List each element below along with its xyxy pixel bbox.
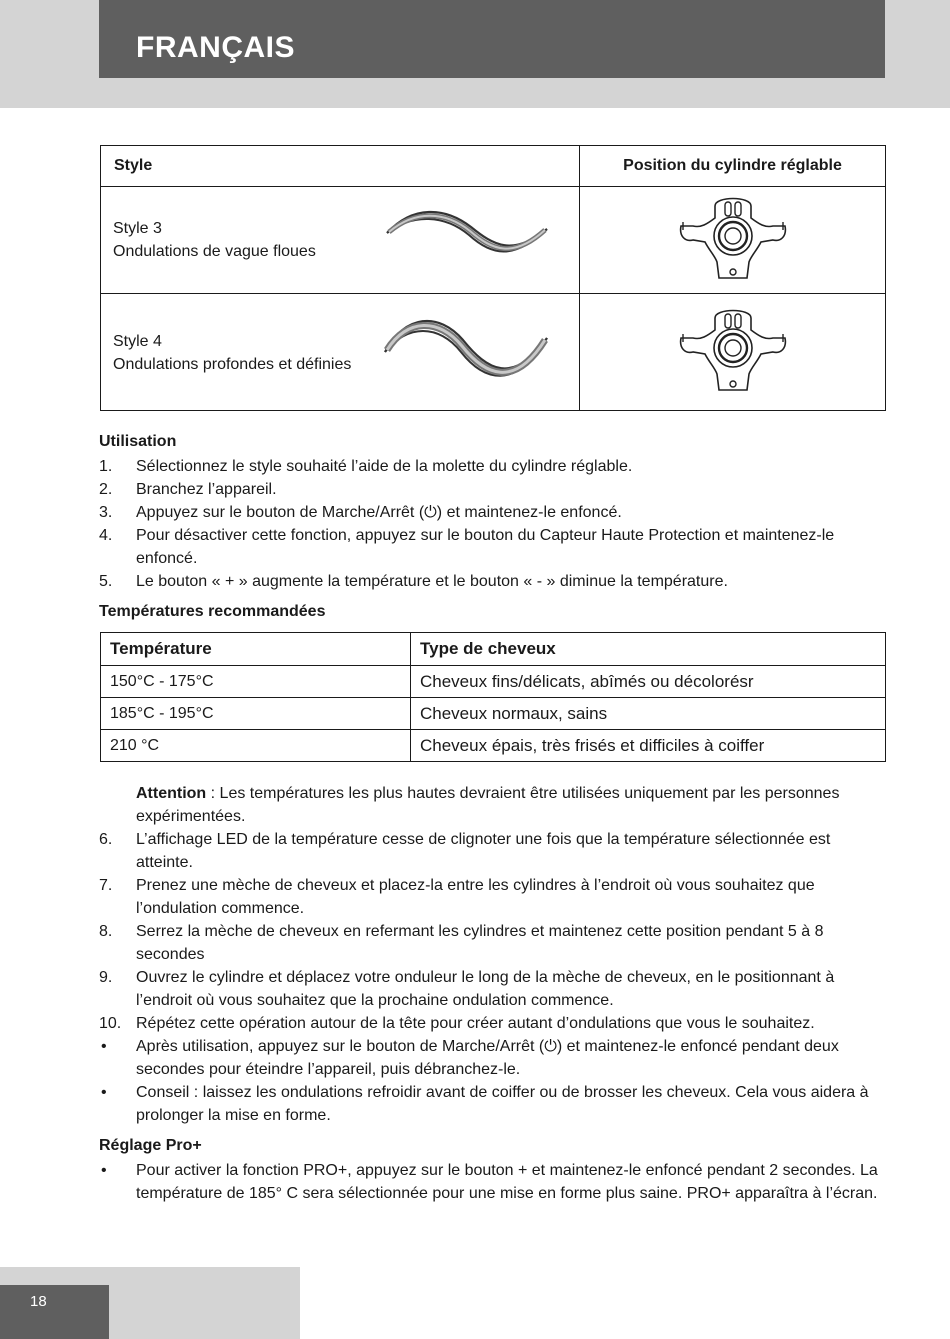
style-table <box>100 145 886 411</box>
style-cell <box>101 187 580 294</box>
page-number-box <box>0 1285 109 1339</box>
page-number: 18 <box>30 1293 47 1310</box>
step-text: Sélectionnez le style souhaité l’aide de la molette du cylindre réglable. <box>136 458 633 475</box>
style-column-header: Style <box>101 146 580 187</box>
table-row <box>101 633 886 666</box>
language-header <box>99 0 885 78</box>
deep-wave-icon <box>383 312 553 392</box>
style-description: Ondulations de vague floues <box>113 243 316 260</box>
table-row <box>101 666 886 698</box>
list-item <box>99 1035 889 1081</box>
style-name: Style 4 <box>113 333 162 350</box>
bullet-mark: • <box>101 1038 107 1055</box>
step-text: Pour désactiver cette fonction, appuyez sur le bouton du Capteur Haute Protection et maintenez-le enfoncé. <box>136 527 835 567</box>
hair-type-cell: Cheveux fins/délicats, abîmés ou décolorésr <box>411 666 886 698</box>
table-row <box>101 698 886 730</box>
position-cell <box>580 294 886 411</box>
style-table-header <box>101 146 886 187</box>
step-number: 1. <box>99 458 113 475</box>
hair-type-cell: Cheveux normaux, sains <box>411 698 886 730</box>
step-text: Répétez cette opération autour de la tête pour créer autant d’ondulations que vous le souhaitez. <box>136 1015 815 1032</box>
style-row <box>101 187 886 294</box>
list-item <box>99 524 889 570</box>
style-name: Style 3 <box>113 220 162 237</box>
temperature-table <box>100 632 886 762</box>
list-item <box>99 966 889 1012</box>
temperature-cell: 185°C - 195°C <box>101 698 411 730</box>
utilisation-steps <box>99 455 889 593</box>
utilisation-title: Utilisation <box>99 433 177 450</box>
attention-text: : Les températures les plus hautes devraient être utilisées uniquement par les personnes expérimentées. <box>136 785 840 825</box>
step-text: Branchez l’appareil. <box>136 481 277 498</box>
style-row <box>101 294 886 411</box>
bullet-mark: • <box>101 1084 107 1101</box>
step-number: 5. <box>99 573 113 590</box>
language-title: FRANÇAIS <box>136 31 295 64</box>
pro-bullets <box>99 1159 889 1205</box>
barrel-position-icon <box>673 192 793 288</box>
hair-type-cell: Cheveux épais, très frisés et difficiles à coiffer <box>411 730 886 762</box>
list-item <box>99 920 889 966</box>
list-item <box>99 874 889 920</box>
list-item <box>99 1012 889 1035</box>
step-number: 10. <box>99 1015 122 1032</box>
bullet-text: Conseil : laissez les ondulations refroidir avant de coiffer ou de brosser les cheveux. Cela vous aidera à prolonger la mise en forme. <box>136 1084 869 1124</box>
temperature-cell: 150°C - 175°C <box>101 666 411 698</box>
list-item <box>99 570 889 593</box>
position-column-header: Position du cylindre réglable <box>580 146 886 187</box>
continued-steps <box>99 782 889 1127</box>
attention-label: Attention <box>136 785 207 802</box>
list-item <box>99 455 889 478</box>
list-item <box>99 478 889 501</box>
step-text: Prenez une mèche de cheveux et placez-la entre les cylindres à l’endroit où vous souhaitez que l’ondulation commence. <box>136 877 815 917</box>
loose-wave-icon <box>383 205 553 271</box>
step-text: Ouvrez le cylindre et déplacez votre onduleur le long de la mèche de cheveux, en le positionnant à l’endroit où vous souhaitez que la prochaine ondulation commence. <box>136 969 835 1009</box>
step-number: 2. <box>99 481 113 498</box>
step-number: 8. <box>99 923 113 940</box>
position-cell <box>580 187 886 294</box>
temperatures-title: Températures recommandées <box>99 603 326 620</box>
bullet-text: Pour activer la fonction PRO+, appuyez sur le bouton + et maintenez-le enfoncé pendant 2 secondes. La température de 185° C sera sélectionnée pour une mise en forme plus saine. PRO+ apparaîtra à l’écran. <box>136 1162 878 1202</box>
list-item <box>99 1159 889 1205</box>
temperature-column-header: Température <box>101 633 411 666</box>
step-number: 4. <box>99 527 113 544</box>
style-cell <box>101 294 580 411</box>
bullet-mark: • <box>101 1162 107 1179</box>
style-description: Ondulations profondes et définies <box>113 356 352 373</box>
step-number: 3. <box>99 504 113 521</box>
step-text: Appuyez sur le bouton de Marche/Arrêt (⏻) et maintenez-le enfoncé. <box>136 504 622 521</box>
list-item <box>99 501 889 524</box>
table-row <box>101 730 886 762</box>
pro-title: Réglage Pro+ <box>99 1137 202 1154</box>
list-item <box>99 828 889 874</box>
step-text: L’affichage LED de la température cesse de clignoter une fois que la température sélectionnée est atteinte. <box>136 831 831 871</box>
list-item <box>99 1081 889 1127</box>
step-text: Le bouton « + » augmente la température et le bouton « - » diminue la température. <box>136 573 728 590</box>
barrel-position-icon <box>673 304 793 400</box>
step-number: 6. <box>99 831 113 848</box>
step-number: 7. <box>99 877 113 894</box>
hair-type-column-header: Type de cheveux <box>411 633 886 666</box>
attention-note <box>99 782 889 828</box>
step-text: Serrez la mèche de cheveux en refermant les cylindres et maintenez cette position pendant 5 à 8 secondes <box>136 923 824 963</box>
bullet-text: Après utilisation, appuyez sur le bouton de Marche/Arrêt (⏻) et maintenez-le enfoncé pendant deux secondes pour éteindre l’appareil, puis débranchez-le. <box>136 1038 839 1078</box>
temperature-cell: 210 °C <box>101 730 411 762</box>
step-number: 9. <box>99 969 113 986</box>
